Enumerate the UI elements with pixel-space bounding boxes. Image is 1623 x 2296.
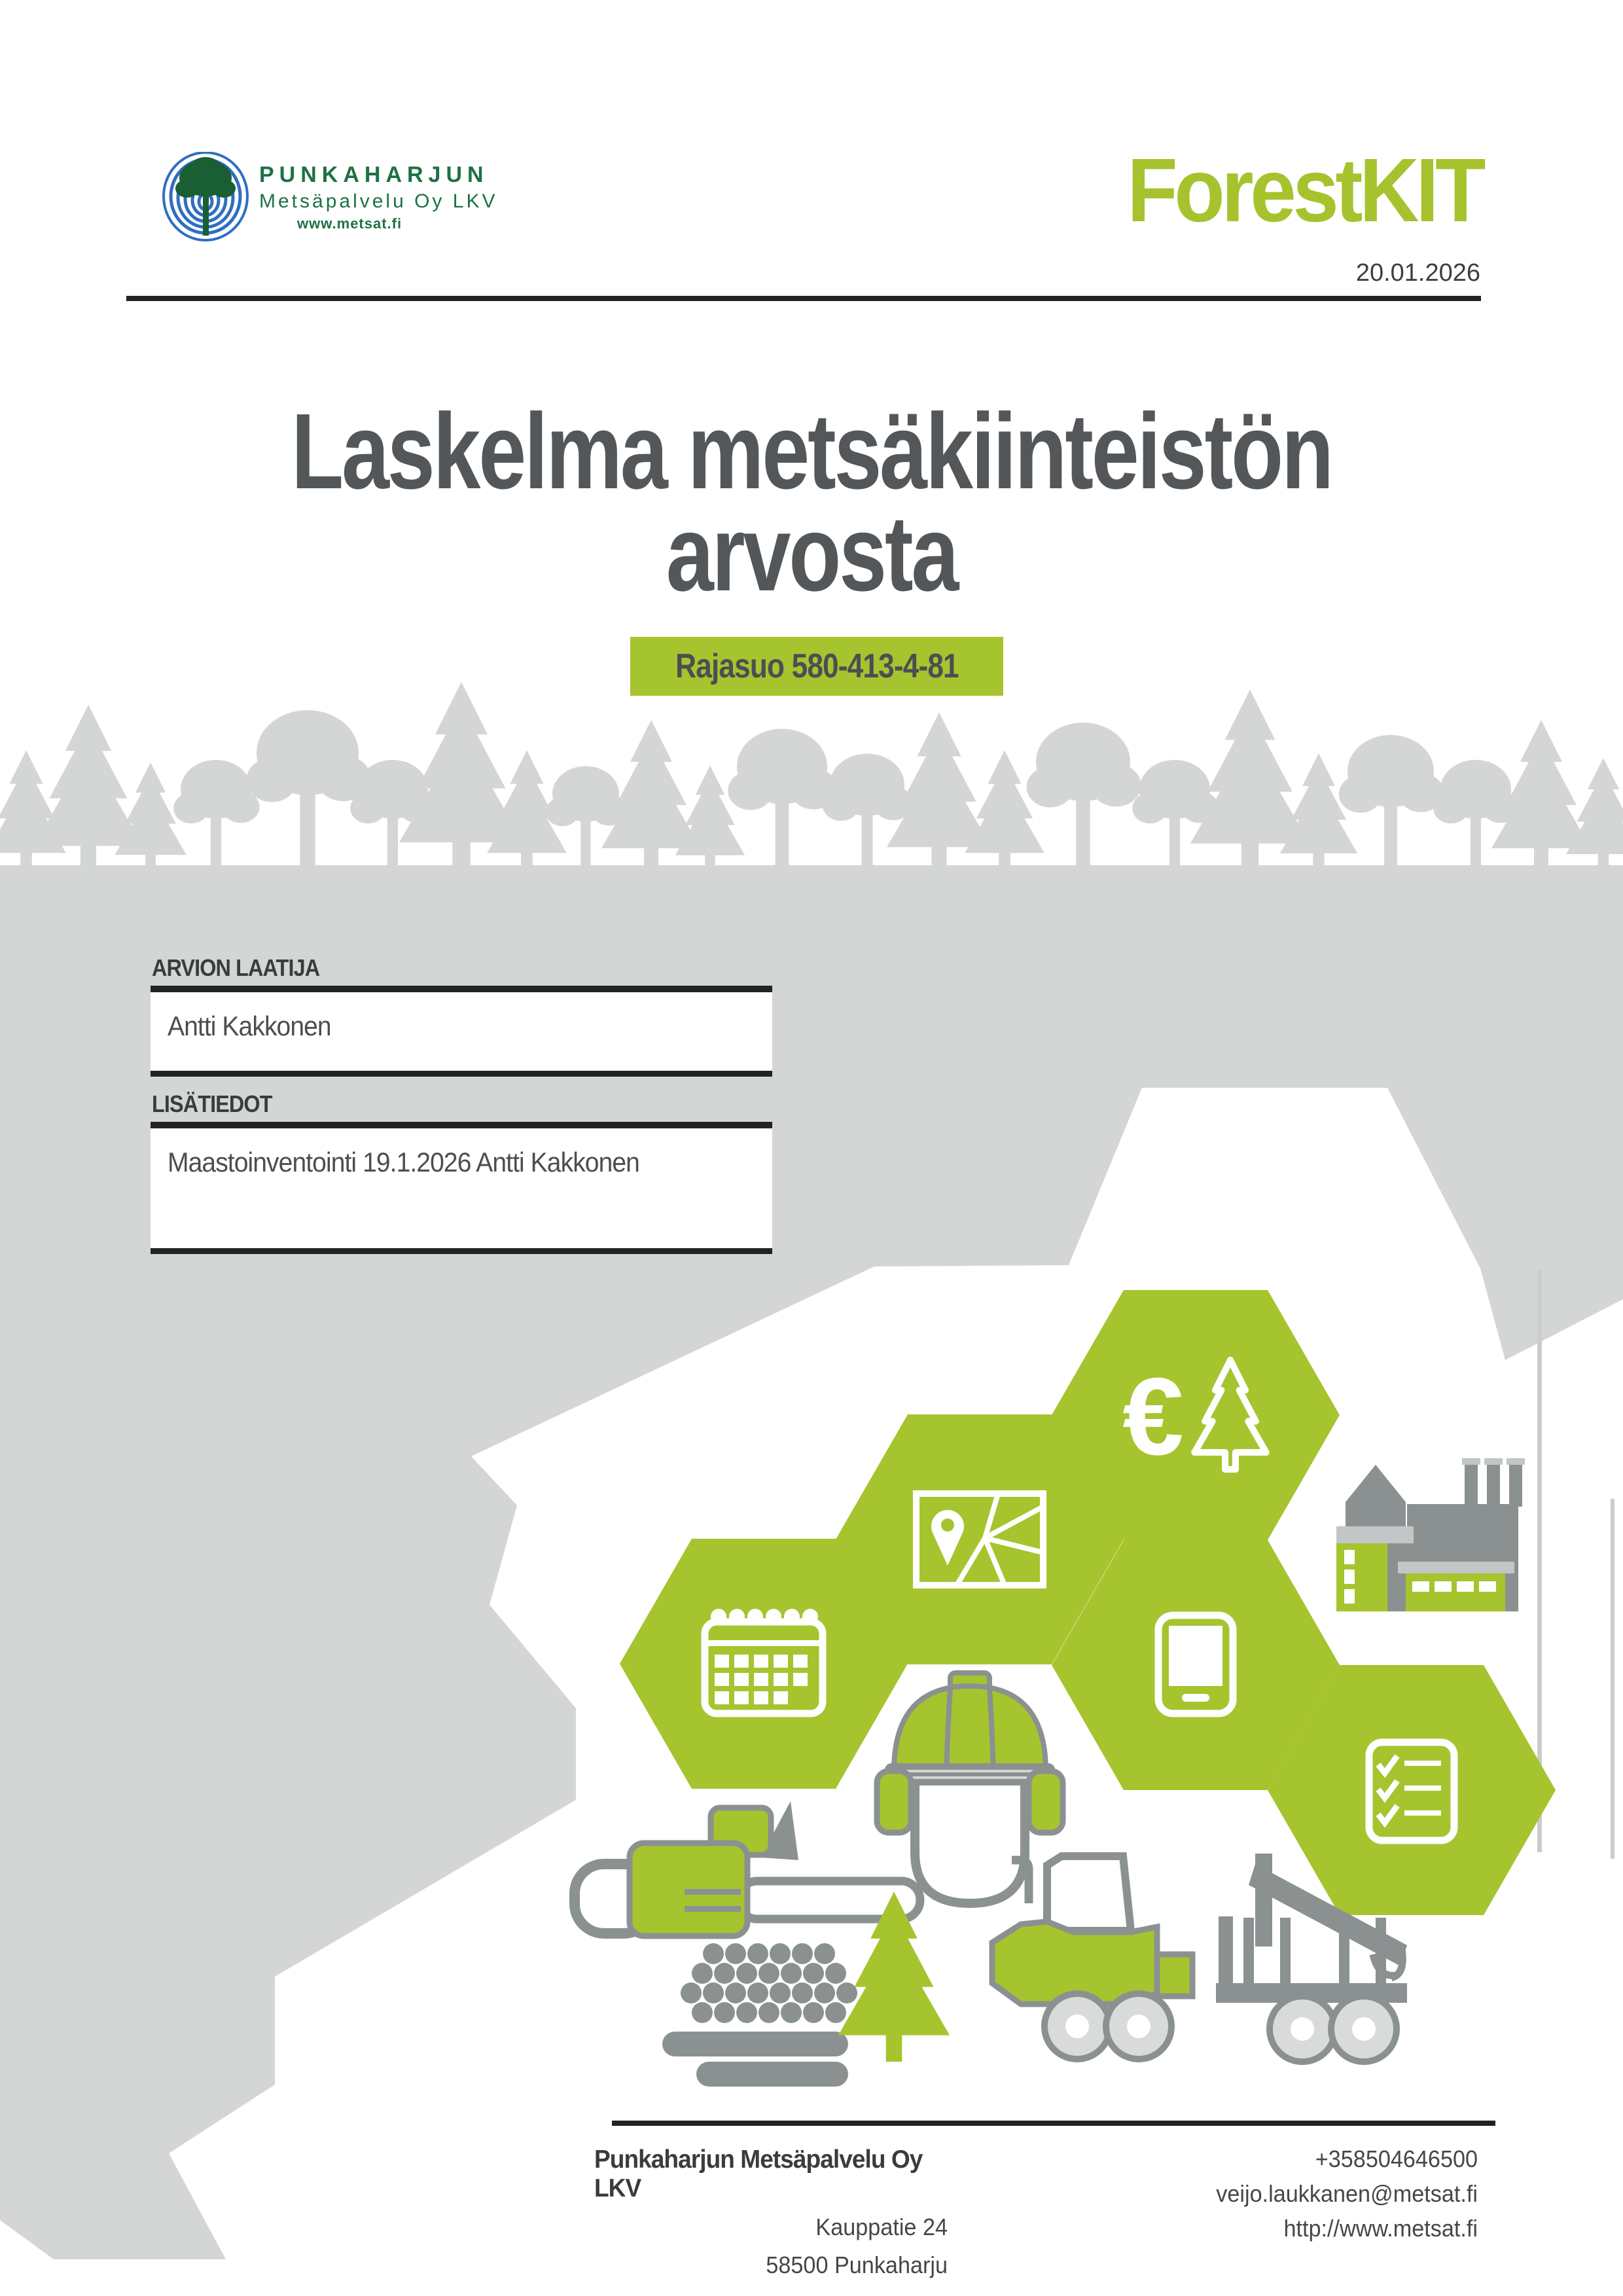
footer-email: veijo.laukkanen@metsat.fi — [1216, 2180, 1478, 2207]
property-badge — [630, 637, 1003, 696]
footer-website: http://www.metsat.fi — [1283, 2215, 1478, 2242]
company-logo-text — [259, 162, 534, 232]
document-date: 20.01.2026 — [1355, 259, 1480, 287]
property-badge-label: Rajasuo 580-413-4-81 — [675, 647, 959, 685]
footer-rule — [612, 2121, 1495, 2126]
lisatiedot-field — [151, 1122, 772, 1254]
arvion-laatija-value: Antti Kakkonen — [168, 1011, 331, 1041]
forestkit-logo: ForestKIT — [1127, 140, 1482, 241]
page-title-line2: arvosta — [666, 493, 957, 613]
footer-company-city: 58500 Punkaharju — [766, 2251, 948, 2278]
arvion-laatija-field — [151, 986, 772, 1077]
log-pile-icon — [662, 1943, 857, 2087]
lisatiedot-value: Maastoinventointi 19.1.2026 Antti Kakkonen — [168, 1147, 639, 1177]
factory-icon — [1336, 1458, 1525, 1611]
footer-phone: +358504646500 — [1315, 2145, 1478, 2172]
svg-text:€: € — [1122, 1355, 1184, 1478]
chainsaw-icon — [575, 1801, 920, 1936]
logo-company-name: PUNKAHARJUN — [259, 162, 489, 187]
footer-company-street: Kauppatie 24 — [815, 2214, 948, 2240]
footer-contact-block — [1020, 2145, 1478, 2250]
footer-company-name: Punkaharjun Metsäpalvelu Oy LKV — [594, 2145, 923, 2202]
footer-company-block — [594, 2145, 948, 2279]
tree-logo-icon — [162, 152, 251, 243]
page-title-line1: Laskelma metsäkiinteistön — [291, 391, 1332, 511]
scan-strip-2 — [1611, 1499, 1614, 1859]
logo-company-subtitle: Metsäpalvelu Oy LKV — [259, 190, 498, 212]
header-rule — [126, 296, 1481, 301]
lisatiedot-label: LISÄTIEDOT — [152, 1090, 272, 1117]
arvion-laatija-label: ARVION LAATIJA — [152, 954, 320, 981]
logo-company-url: www.metsat.fi — [297, 215, 402, 232]
helmet-icon — [877, 1673, 1063, 1903]
